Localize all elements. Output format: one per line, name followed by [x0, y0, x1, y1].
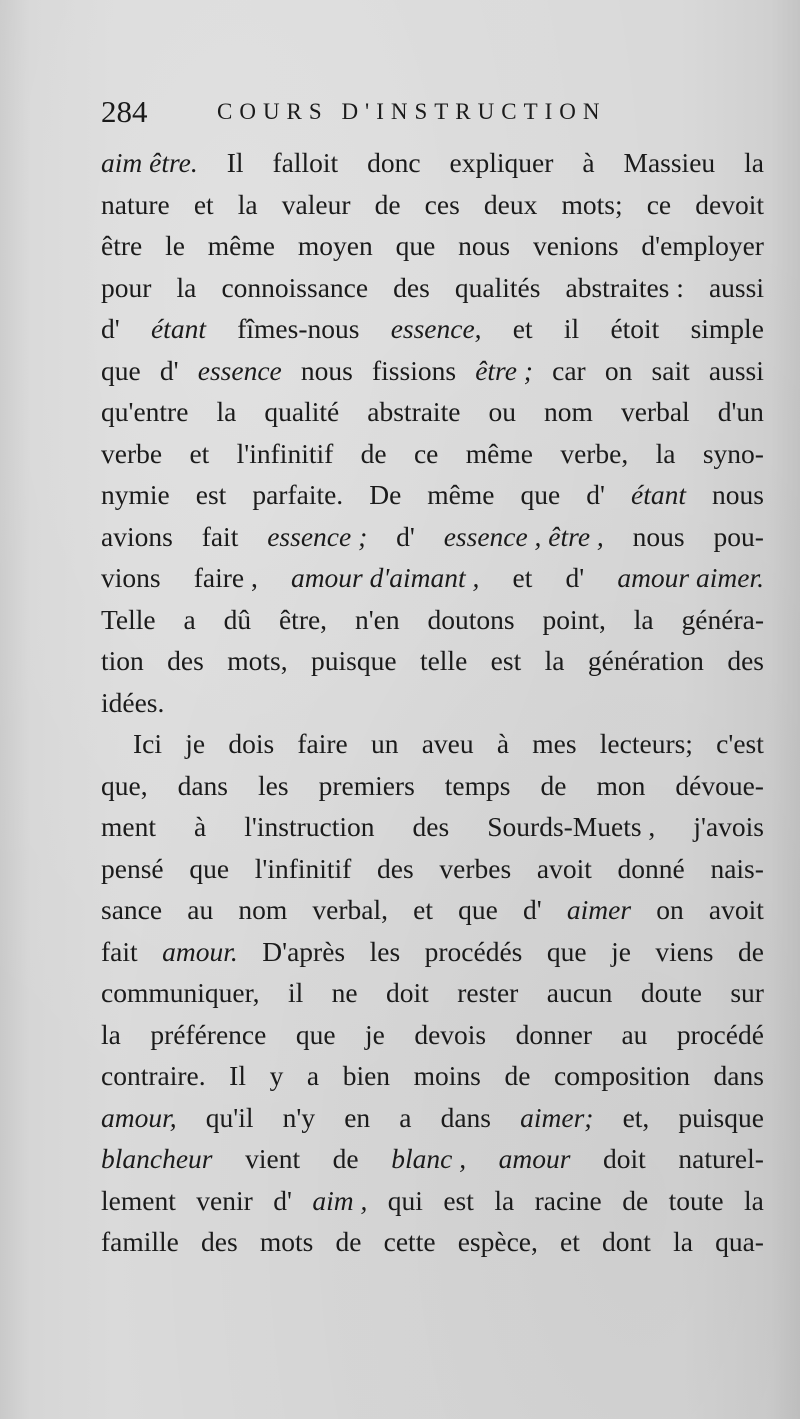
- word: venir: [196, 1184, 253, 1216]
- word: est: [490, 645, 522, 676]
- text-line: [101, 308, 764, 350]
- text-line: [101, 350, 764, 392]
- word: que: [546, 935, 587, 967]
- word: sur: [730, 977, 764, 1008]
- text-line: [101, 889, 764, 931]
- word: avions: [101, 520, 173, 552]
- word: verbe: [101, 437, 163, 469]
- word: et: [512, 562, 533, 593]
- word: même: [207, 230, 275, 261]
- word: d': [396, 520, 415, 552]
- word: point,: [542, 603, 606, 635]
- word: abstraites :: [565, 271, 684, 303]
- word: temps: [444, 769, 511, 801]
- word: qualité: [264, 396, 340, 427]
- text-line: [101, 474, 764, 516]
- word: doit: [386, 977, 429, 1008]
- word: doit: [603, 1143, 646, 1174]
- word: verbal: [620, 396, 690, 427]
- word: c'est: [716, 728, 764, 759]
- word: mots: [259, 1226, 314, 1257]
- word: espèce,: [457, 1226, 538, 1257]
- word: je: [611, 935, 631, 967]
- word: les: [258, 769, 289, 801]
- word: telle: [419, 645, 468, 676]
- word: et: [189, 437, 210, 469]
- italic-word: amour.: [162, 935, 238, 967]
- italic-word: aimer;: [520, 1101, 594, 1133]
- word: avoit: [708, 894, 764, 925]
- italic-word: être ;: [475, 354, 533, 386]
- word: je: [365, 1018, 385, 1050]
- running-title: COURS D'INSTRUCTION: [217, 99, 607, 124]
- word: fait: [101, 935, 138, 967]
- word: nous: [632, 520, 685, 552]
- word: famille: [101, 1226, 179, 1257]
- word: pou-: [713, 520, 764, 552]
- word: Massieu: [623, 147, 716, 178]
- text-line: [101, 184, 764, 226]
- word: dans: [177, 769, 229, 801]
- word: la: [544, 645, 565, 676]
- text-line: [101, 142, 764, 184]
- word: ces: [424, 188, 460, 220]
- word: aussi: [708, 271, 764, 303]
- word: idées.: [101, 686, 165, 718]
- text-line: [101, 972, 764, 1014]
- word: connoissance: [221, 271, 369, 303]
- word: nous: [458, 230, 511, 261]
- word: nymie: [101, 479, 170, 510]
- word: ce: [413, 437, 439, 469]
- word: ce: [646, 188, 672, 220]
- word: n'en: [354, 603, 400, 635]
- word: au: [187, 894, 214, 925]
- word: que: [458, 894, 498, 925]
- word: bien: [342, 1060, 391, 1091]
- word: procédé: [676, 1018, 764, 1050]
- italic-word: amour aimer.: [617, 562, 764, 593]
- word: la: [744, 147, 764, 178]
- word: de: [737, 935, 764, 967]
- word: d': [565, 562, 585, 593]
- word: Ici: [133, 728, 163, 759]
- word: un: [370, 728, 399, 759]
- word: l'instruction: [244, 811, 375, 842]
- word: y: [269, 1060, 284, 1091]
- italic-word: blanc ,: [391, 1143, 467, 1174]
- word: des: [201, 1226, 238, 1257]
- word: les: [369, 935, 401, 967]
- word: au: [621, 1018, 648, 1050]
- word: donné: [617, 852, 685, 884]
- word: que: [189, 852, 230, 884]
- word: est: [443, 1184, 474, 1216]
- word: verbe,: [560, 437, 629, 469]
- word: dois: [228, 728, 275, 759]
- italic-word: amour,: [101, 1101, 177, 1133]
- text-line: [101, 1097, 764, 1139]
- text-line: [101, 391, 764, 433]
- word: doute: [640, 977, 702, 1008]
- word: de: [360, 437, 387, 469]
- word: car: [552, 354, 586, 386]
- word: deux: [483, 188, 538, 220]
- word: moyen: [297, 230, 373, 261]
- word: des: [412, 811, 450, 842]
- word: D'après: [262, 935, 346, 967]
- word: d': [273, 1184, 292, 1216]
- word: et: [193, 188, 214, 220]
- word: est: [195, 479, 227, 510]
- word: dévoue-: [675, 769, 764, 801]
- word: être: [101, 230, 143, 261]
- word: d'employer: [641, 230, 764, 261]
- word: qua-: [715, 1226, 764, 1257]
- word: à: [496, 728, 510, 759]
- italic-word: essence: [197, 354, 282, 386]
- word: dans: [440, 1101, 492, 1133]
- word: que: [295, 1018, 336, 1050]
- word: donner: [515, 1018, 592, 1050]
- word: on: [656, 894, 684, 925]
- word: dû: [223, 603, 252, 635]
- word: rester: [457, 977, 519, 1008]
- word: d': [586, 479, 605, 510]
- word: ne: [331, 977, 358, 1008]
- word: fait: [201, 520, 239, 552]
- word: que: [101, 354, 141, 386]
- italic-word: étant: [150, 313, 206, 344]
- word: puisque: [310, 645, 397, 676]
- text-line: [101, 1138, 764, 1180]
- word: a: [183, 603, 196, 635]
- word: dont: [602, 1226, 651, 1257]
- word: la: [744, 1184, 764, 1216]
- text-line: [101, 433, 764, 475]
- word: la: [176, 271, 197, 303]
- word: d': [159, 354, 179, 386]
- word: de: [622, 1184, 649, 1216]
- italic-word: aim être.: [101, 147, 198, 178]
- word: que: [520, 479, 561, 510]
- word: que,: [101, 769, 148, 801]
- word: qu'il: [205, 1101, 254, 1133]
- word: fissions: [372, 354, 457, 386]
- word: fîmes-nous: [237, 313, 360, 344]
- word: nom: [238, 894, 288, 925]
- word: la: [673, 1226, 693, 1257]
- word: l'infinitif: [254, 852, 352, 884]
- text-line: [101, 848, 764, 890]
- word: de: [374, 188, 401, 220]
- word: j'avois: [693, 811, 764, 842]
- word: et: [413, 894, 434, 925]
- word: faire ,: [193, 562, 258, 593]
- text-line: [101, 599, 764, 641]
- word: nature: [101, 188, 170, 220]
- text-line: [101, 682, 764, 724]
- word: Il: [226, 147, 244, 178]
- word: pensé: [101, 852, 164, 884]
- word: mes: [532, 728, 577, 759]
- word: le: [165, 230, 185, 261]
- word: aussi: [708, 354, 764, 386]
- word: ou: [488, 396, 516, 427]
- word: devois: [414, 1018, 487, 1050]
- italic-word: aimer: [566, 894, 632, 925]
- word: abstraite: [367, 396, 461, 427]
- word: de: [332, 1143, 359, 1174]
- word: je: [185, 728, 206, 759]
- italic-word: blancheur: [101, 1143, 213, 1174]
- word: lecteurs;: [599, 728, 693, 759]
- word: lement: [101, 1184, 176, 1216]
- text-line: [101, 1014, 764, 1056]
- word: faire: [297, 728, 348, 759]
- word: a: [399, 1101, 412, 1133]
- word: préférence: [150, 1018, 267, 1050]
- text-line: [101, 267, 764, 309]
- word: de: [504, 1060, 531, 1091]
- word: communiquer,: [101, 977, 260, 1008]
- word: de: [335, 1226, 362, 1257]
- italic-word: aim ,: [312, 1184, 368, 1216]
- word: la: [655, 437, 676, 469]
- word: moins: [413, 1060, 481, 1091]
- word: falloit: [272, 147, 339, 178]
- word: pour: [101, 271, 152, 303]
- word: Sourds-Muets ,: [487, 811, 656, 842]
- word: n'y: [282, 1101, 316, 1133]
- word: que: [395, 230, 436, 261]
- word: De: [369, 479, 402, 510]
- word: Telle: [101, 603, 156, 635]
- body-text: [101, 142, 764, 1263]
- italic-word: essence,: [390, 313, 482, 344]
- word: d': [101, 313, 120, 344]
- word: d'un: [717, 396, 764, 427]
- word: des: [377, 852, 414, 884]
- text-line: [101, 806, 764, 848]
- word: étoit: [610, 313, 660, 344]
- word: a: [306, 1060, 320, 1091]
- italic-word: essence , être ,: [443, 520, 604, 552]
- page-header: [101, 92, 701, 132]
- word: ment: [101, 811, 156, 842]
- word: contraire.: [101, 1060, 206, 1091]
- word: aveu: [421, 728, 474, 759]
- text-line: [101, 640, 764, 682]
- word: vient: [245, 1143, 301, 1174]
- word: même: [427, 479, 495, 510]
- word: composition: [553, 1060, 690, 1091]
- word: sance: [101, 894, 163, 925]
- word: puisque: [678, 1101, 764, 1133]
- word: et,: [622, 1101, 650, 1133]
- word: dans: [713, 1060, 764, 1091]
- word: la: [494, 1184, 515, 1216]
- word: la: [237, 188, 258, 220]
- word: qui: [387, 1184, 423, 1216]
- word: expliquer: [449, 147, 554, 178]
- word: cette: [383, 1226, 436, 1257]
- word: verbal,: [312, 894, 388, 925]
- italic-word: étant: [630, 479, 686, 510]
- word: racine: [534, 1184, 602, 1216]
- text-line: [101, 931, 764, 973]
- word: qualités: [454, 271, 541, 303]
- word: verbes: [439, 852, 512, 884]
- word: venions: [532, 230, 619, 261]
- text-line: [101, 516, 764, 558]
- word: l'infinitif: [236, 437, 334, 469]
- word: on: [604, 354, 633, 386]
- word: en: [344, 1101, 371, 1133]
- word: devoit: [695, 188, 764, 220]
- italic-word: essence ;: [267, 520, 368, 552]
- word: de: [540, 769, 567, 801]
- word: généra-: [681, 603, 764, 635]
- word: nais-: [710, 852, 764, 884]
- word: nom: [544, 396, 593, 427]
- word: des: [727, 645, 764, 676]
- word: la: [633, 603, 654, 635]
- word: des: [393, 271, 430, 303]
- word: doutons: [427, 603, 515, 635]
- word: qu'entre: [101, 396, 189, 427]
- word: mots;: [561, 188, 623, 220]
- word: avoit: [536, 852, 592, 884]
- word: génération: [587, 645, 704, 676]
- italic-word: amour d'aimant ,: [290, 562, 480, 593]
- word: aucun: [546, 977, 613, 1008]
- word: toute: [668, 1184, 724, 1216]
- page-number: 284: [101, 94, 148, 129]
- word: parfaite.: [252, 479, 344, 510]
- word: premiers: [318, 769, 415, 801]
- text-line: [101, 765, 764, 807]
- word: il: [287, 977, 304, 1008]
- word: valeur: [281, 188, 351, 220]
- word: des: [167, 645, 204, 676]
- word: nous: [300, 354, 353, 386]
- word: il: [563, 313, 580, 344]
- word: à: [582, 147, 595, 178]
- word: et: [560, 1226, 580, 1257]
- word: simple: [690, 313, 764, 344]
- word: donc: [367, 147, 421, 178]
- text-line: [101, 1180, 764, 1222]
- word: naturel-: [678, 1143, 764, 1174]
- italic-word: amour: [498, 1143, 571, 1174]
- word: viens: [655, 935, 714, 967]
- text-line: [101, 557, 764, 599]
- word: syno-: [702, 437, 764, 469]
- word: la: [216, 396, 237, 427]
- text-line: [101, 1221, 764, 1263]
- word: nous: [712, 479, 764, 510]
- word: mon: [596, 769, 646, 801]
- word: même: [465, 437, 533, 469]
- word: à: [194, 811, 207, 842]
- word: Il: [229, 1060, 246, 1091]
- word: la: [101, 1018, 121, 1050]
- word: tion: [101, 645, 144, 676]
- word: d': [523, 894, 542, 925]
- text-line: [101, 723, 764, 765]
- word: être,: [278, 603, 328, 635]
- word: vions: [101, 562, 161, 593]
- text-line: [101, 1055, 764, 1097]
- text-line: [101, 225, 764, 267]
- word: sait: [651, 354, 690, 386]
- word: procédés: [424, 935, 523, 967]
- word: et: [512, 313, 533, 344]
- word: mots,: [227, 645, 288, 676]
